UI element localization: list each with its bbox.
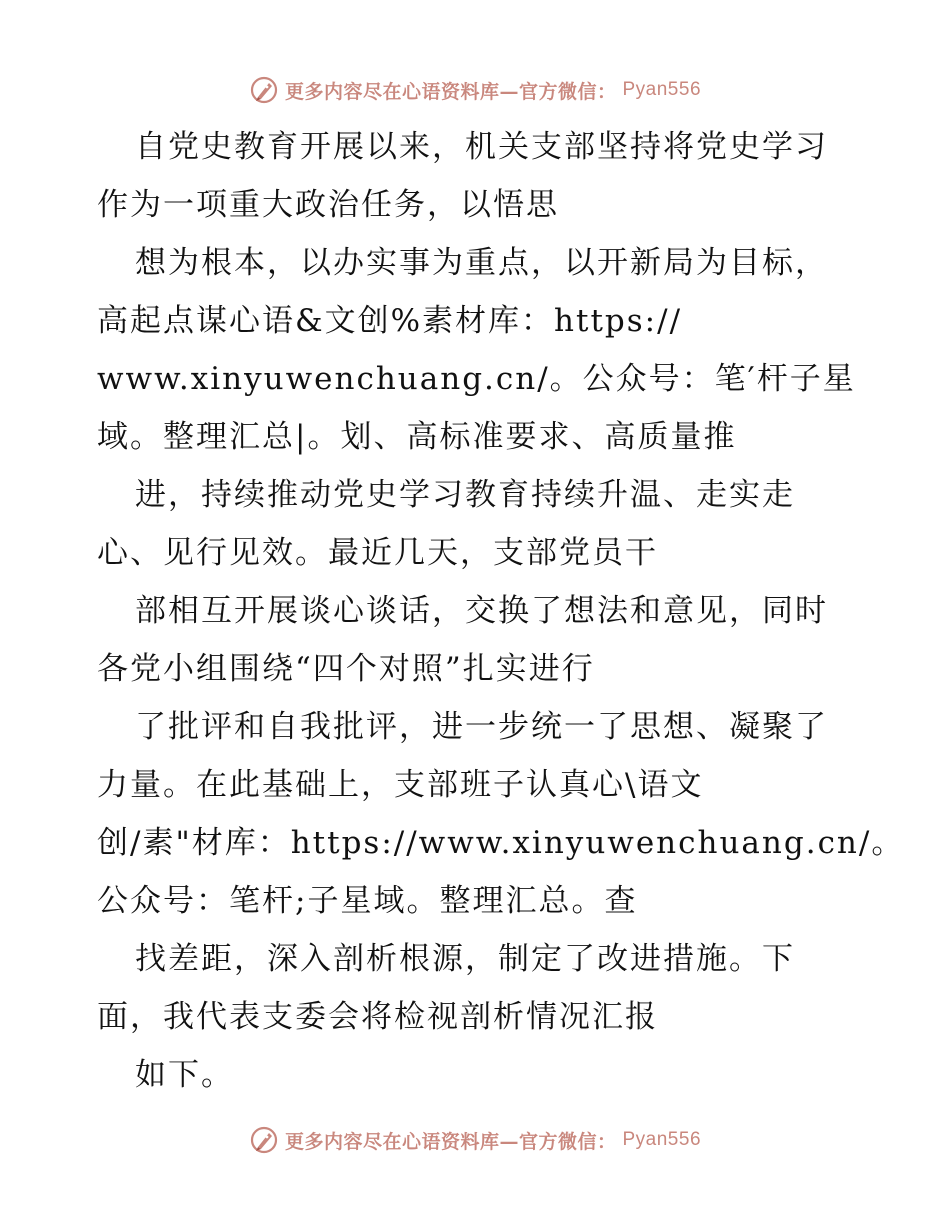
body-line: 公众号：笔杆;子星域。整理汇总。查 <box>97 883 638 919</box>
body-line: 心、见行见效。最近几天，支部党员干 <box>97 535 658 571</box>
quill-pen-icon <box>249 75 279 105</box>
body-line: 创/素"材库：https://www.xinyuwenchuang.cn/。 <box>97 825 905 861</box>
footer-banner-text: 更多内容尽在心语资料库—官方微信： <box>284 1130 617 1153</box>
body-line: 作为一项重大政治任务，以悟思 <box>97 187 559 223</box>
body-line: 自党史教育开展以来，机关支部坚持将党史学习 <box>135 129 828 165</box>
footer-banner <box>249 1125 701 1155</box>
body-line: 面，我代表支委会将检视剖析情况汇报 <box>97 999 658 1035</box>
body-line: www.xinyuwenchuang.cn/。公众号：笔′杆子星 <box>97 361 856 397</box>
body-line: 部相互开展谈心谈话，交换了想法和意见，同时 <box>135 593 828 629</box>
body-line: 想为根本，以办实事为重点，以开新局为目标， <box>135 245 828 281</box>
body-line: 进，持续推动党史学习教育持续升温、走实走 <box>135 477 795 513</box>
body-line: 各党小组围绕“四个对照”扎实进行 <box>97 651 595 687</box>
page-footer <box>0 1120 950 1160</box>
body-line: 了批评和自我批评，进一步统一了思想、凝聚了 <box>135 709 828 745</box>
body-line: 力量。在此基础上，支部班子认真心\语文 <box>97 767 704 803</box>
body-line: 高起点谋心语&文创%素材库：https:// <box>97 303 683 339</box>
footer-wechat-handle: Pyan556 <box>622 1129 702 1150</box>
header-wechat-handle: Pyan556 <box>622 79 702 100</box>
page-header <box>0 70 950 110</box>
document-body <box>97 118 905 1104</box>
body-line: 如下。 <box>135 1057 234 1093</box>
header-banner <box>249 75 701 105</box>
body-line: 域。整理汇总|。划、高标准要求、高质量推 <box>97 419 737 455</box>
quill-pen-icon <box>249 1125 279 1155</box>
body-line: 找差距，深入剖析根源，制定了改进措施。下 <box>135 941 795 977</box>
header-banner-text: 更多内容尽在心语资料库—官方微信： <box>284 80 617 103</box>
